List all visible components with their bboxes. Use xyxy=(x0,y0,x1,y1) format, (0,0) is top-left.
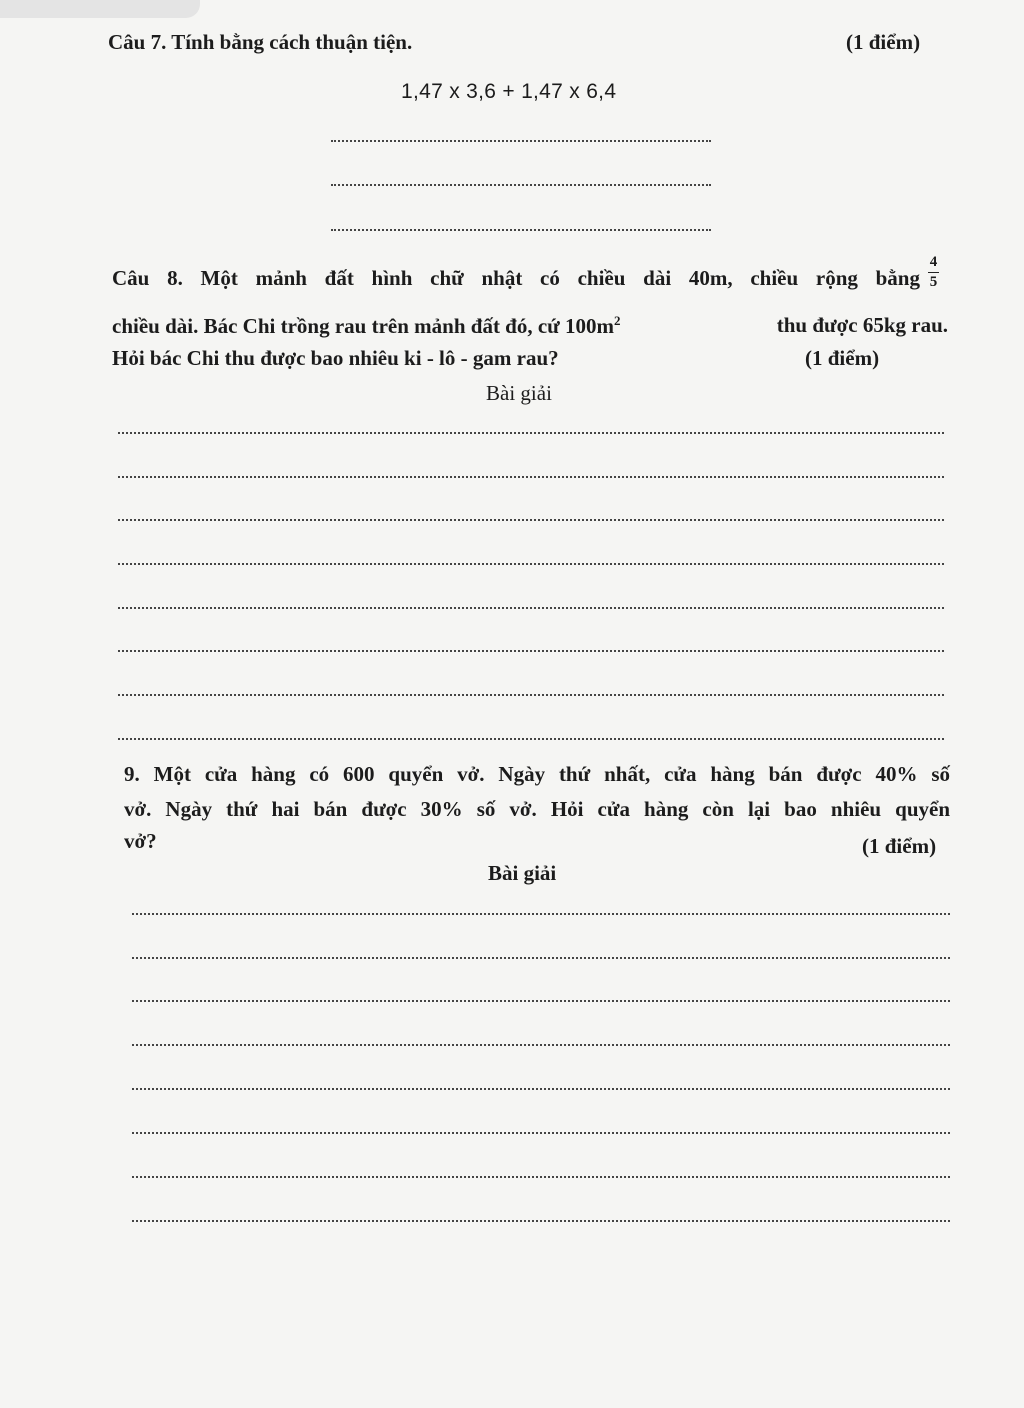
q9-line-1: 9. Một cửa hàng có 600 quyển vở. Ngày thứ nhất, cửa hàng bán được 40% số xyxy=(124,762,950,786)
q8-answer-line-6[interactable] xyxy=(118,650,944,652)
q7-expression: 1,47 x 3,6 + 1,47 x 6,4 xyxy=(401,80,617,103)
q9-solution-heading: Bài giải xyxy=(488,861,557,885)
q8-line-2-left xyxy=(112,313,621,339)
q8-answer-line-4[interactable] xyxy=(118,563,944,565)
q8-answer-line-7[interactable] xyxy=(118,694,944,696)
q9-answer-line-4[interactable] xyxy=(132,1044,950,1046)
q8-line-2-right: thu được 65kg rau. xyxy=(776,313,948,337)
q8-answer-line-3[interactable] xyxy=(118,519,944,521)
q8-line-3: Hỏi bác Chi thu được bao nhiêu ki - lô - gam rau? xyxy=(112,346,559,370)
q8-answer-line-1[interactable] xyxy=(118,432,944,434)
q8-answer-line-8[interactable] xyxy=(118,738,944,740)
q8-area-exponent: 2 xyxy=(614,313,621,328)
q8-fraction xyxy=(928,254,939,291)
q7-answer-line-2[interactable] xyxy=(331,184,711,186)
scan-corner-artifact xyxy=(0,0,200,18)
q8-answer-line-2[interactable] xyxy=(118,476,944,478)
q7-title: Câu 7. Tính bằng cách thuận tiện. xyxy=(108,30,413,54)
q9-points: (1 điểm) xyxy=(862,834,937,858)
q9-answer-line-3[interactable] xyxy=(132,1000,950,1002)
q9-answer-line-2[interactable] xyxy=(132,957,950,959)
q9-answer-line-5[interactable] xyxy=(132,1088,950,1090)
q9-answer-line-8[interactable] xyxy=(132,1220,950,1222)
q8-fraction-numerator: 4 xyxy=(929,254,938,270)
q9-answer-line-7[interactable] xyxy=(132,1176,950,1178)
q8-line-2 xyxy=(112,313,948,339)
q8-line-2-text: chiều dài. Bác Chi trồng rau trên mảnh đất đó, cứ 100m xyxy=(112,314,615,338)
q8-fraction-denominator: 5 xyxy=(929,274,938,290)
q8-fraction-bar xyxy=(928,272,939,273)
q7-points: (1 điểm) xyxy=(846,30,921,54)
q7-answer-line-3[interactable] xyxy=(331,229,711,231)
q8-solution-heading: Bài giải xyxy=(486,381,552,405)
q8-line-1: Câu 8. Một mảnh đất hình chữ nhật có chiều dài 40m, chiều rộng bằng xyxy=(112,266,920,290)
q8-answer-line-5[interactable] xyxy=(118,607,944,609)
q8-points: (1 điểm) xyxy=(805,346,880,370)
q7-answer-line-1[interactable] xyxy=(331,140,711,142)
q9-line-3: vở? xyxy=(124,829,157,853)
q9-line-2: vở. Ngày thứ hai bán được 30% số vở. Hỏi cửa hàng còn lại bao nhiêu quyển xyxy=(124,797,950,821)
q9-answer-line-1[interactable] xyxy=(132,913,950,915)
q9-answer-line-6[interactable] xyxy=(132,1132,950,1134)
